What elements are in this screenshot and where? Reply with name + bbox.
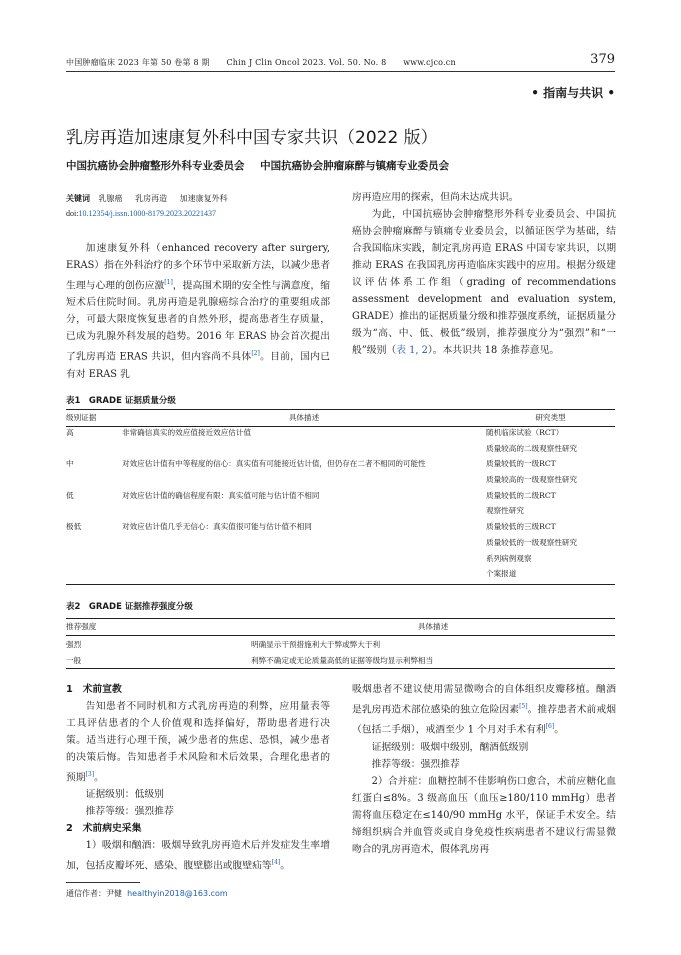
recommendation-level-2: 推荐等级：强烈推荐 (371, 758, 460, 770)
study-type-cell: 系列病例观察 (486, 553, 532, 563)
paragraph-smoking-cont: 吸烟患者不建议使用需显微吻合的自体组织皮瓣移植。酗酒是乳房再造术部位感染的独立危险因素[5]。推荐患者术前戒烟（包括二手烟），戒酒至少 1 个月对手术有利[6]。 (352, 684, 617, 736)
study-type-cell: 质量较高的一级观察性研究 (486, 475, 578, 485)
doi-label: doi: (66, 209, 79, 218)
website[interactable]: www.cjco.cn (403, 58, 456, 67)
recommendation-level-1: 推荐等级：强烈推荐 (85, 806, 174, 818)
study-type-cell: 质量较低的一级观察性研究 (486, 537, 578, 547)
table1-header-type: 研究类型 (486, 410, 615, 427)
grade-cell (66, 537, 122, 553)
description-cell (122, 537, 486, 553)
study-type-cell: 质量较低的二级RCT (486, 490, 556, 500)
description-cell (122, 568, 486, 584)
table-row (66, 427, 615, 443)
ref-3[interactable]: [3] (85, 771, 95, 778)
study-type-cell: 观察性研究 (486, 506, 524, 516)
description-cell (122, 443, 486, 459)
table2-recommendation-strength (66, 618, 615, 669)
author-list (66, 158, 461, 173)
grade-cell (66, 553, 122, 569)
study-type-cell: 个案报道 (486, 569, 517, 579)
study-type-cell: 随机临床试验（RCT） (486, 428, 564, 437)
corr-email[interactable]: healthyin2018@163.com (127, 889, 228, 898)
intro-paragraph-1: 加速康复外科（enhanced recovery after surgery, ERAS）指在外科治疗的多个环节中采取新方法，以减少患者生理与心理的创伤应激[1]，提高围术期的安全性与满意度，缩短术后住院时间。乳房再造是乳腺癌综合治疗的重要组成部分，可最大限度恢复患者的自然外形，提高患者生存质量，已成为乳腺外科发展的趋势。2016 年 ERAS 协会首次提出了乳房再造 ERAS 共识，但内容尚不具体[2]。目前，国内已有对 ERAS 乳 (66, 243, 331, 380)
ref-2[interactable]: [2] (251, 350, 260, 358)
grade-cell: 中 (66, 459, 74, 469)
keywords (66, 193, 238, 204)
doi-line (66, 209, 216, 218)
body-left-column (66, 681, 330, 875)
table-link[interactable]: 表 1, 2 (396, 345, 428, 356)
table2-header-desc: 具体描述 (251, 619, 615, 636)
header-rule (66, 71, 615, 72)
table1-header-desc: 具体描述 (122, 410, 486, 427)
author-2: 中国抗癌协会肿瘤麻醉与镇痛专业委员会 (260, 160, 450, 172)
study-type-cell: 质量较低的一级RCT (486, 459, 556, 469)
table1-caption: 表1 GRADE 证据质量分级 (66, 396, 176, 406)
page-number: 379 (590, 52, 615, 67)
evidence-level-1: 证据级别：低级别 (85, 789, 164, 801)
ref-1[interactable]: [1] (164, 279, 173, 286)
grade-cell (66, 505, 122, 521)
body-right-column (352, 681, 616, 858)
paragraph-smoking: 1）吸烟和酗酒：吸烟导致乳房再造术后并发症发生率增加，包括皮瓣坏死、感染、腹壁膨出或腹壁疝等[4]。 (66, 840, 330, 872)
description-cell (122, 505, 486, 521)
author-1: 中国抗癌协会肿瘤整形外科专业委员会 (66, 160, 245, 172)
description-cell: 对效应估计值有中等程度的信心：真实值有可能接近估计值，但仍存在二者不相同的可能性 (122, 459, 426, 469)
table1-grade-evidence (66, 409, 615, 585)
table-row (66, 505, 615, 521)
table-row (66, 458, 615, 474)
footnote-rule (66, 882, 140, 883)
keyword-3: 加速康复外科 (179, 194, 228, 203)
evidence-level-2: 证据级别：吸烟中级别，酗酒低级别 (371, 741, 529, 753)
ref-5[interactable]: [5] (519, 703, 528, 710)
article-title: 乳房再造加速康复外科中国专家共识（2022 版） (66, 128, 438, 148)
heading-history: 2 术前病史采集 (66, 823, 142, 835)
paragraph-comorbidity: 2）合并症：血糖控制不佳影响伤口愈合，术前应糖化血红蛋白≤8%。3 级高血压（血压≥180/110 mmHg）患者需将血压稳定在≤140/90 mmHg 水平，保证手术安全。结缔组织病合并血管炎或自身免疫性疾病患者不建议行需显微吻合的乳房再造术，假体乳房再 (352, 775, 616, 855)
keywords-label: 关键词 (66, 194, 90, 203)
description-cell (122, 474, 486, 490)
study-type-cell: 质量较低的三级RCT (486, 522, 556, 532)
table-row (66, 474, 615, 490)
grade-cell: 极低 (66, 522, 82, 532)
doi-link[interactable]: 10.12354/j.issn.1000-8179.2023.20221437 (78, 209, 217, 218)
heading-preop-education: 1 术前宣教 (66, 684, 122, 695)
strength-cell: 一般 (66, 655, 82, 665)
description-cell (122, 553, 486, 569)
grade-cell (66, 443, 122, 459)
description-cell: 利弊不确定或无论质量高低的证据等级均显示利弊相当 (251, 655, 434, 665)
grade-cell (66, 568, 122, 584)
description-cell: 对效应估计值的确信程度有限：真实值可能与估计值不相同 (122, 490, 320, 500)
ref-4[interactable]: [4] (271, 859, 281, 867)
description-cell: 非常确信真实的效应值接近效应估计值 (122, 428, 252, 437)
grade-cell: 高 (66, 428, 74, 437)
description-cell: 明确显示干预措施利大于弊或弊大于利 (251, 639, 381, 649)
corr-label: 通信作者：尹健 (66, 889, 122, 898)
journal-cn: 中国肿瘤临床 2023 年第 50 卷第 8 期 (66, 58, 210, 67)
keyword-2: 乳房再造 (135, 194, 168, 203)
ref-6[interactable]: [6] (545, 723, 555, 731)
table2-header-level: 推荐强度 (66, 619, 251, 636)
intro-left-column (66, 240, 330, 383)
grade-cell (66, 474, 122, 490)
table-row (66, 537, 615, 553)
table-row (66, 568, 615, 584)
corresponding-author (66, 888, 228, 899)
strength-cell: 强烈 (66, 639, 82, 649)
description-cell: 对效应估计值几乎无信心：真实值很可能与估计值不相同 (122, 522, 312, 532)
intro-right-column (352, 189, 616, 359)
table-row (66, 636, 615, 653)
journal-en: Chin J Clin Oncol 2023. Vol. 50. No. 8 (226, 58, 387, 67)
table-row (66, 443, 615, 459)
keyword-1: 乳腺癌 (98, 194, 123, 203)
table1-header-grade: 级别证据 (66, 410, 122, 427)
study-type-cell: 质量较高的二级观察性研究 (486, 443, 578, 453)
paragraph-preop-education: 告知患者不同时机和方式乳房再造的利弊，应用量表等工具评估患者的个人价值观和选择偏好，帮助患者进行决策。适当进行心理干预，减少患者的焦虑、恐惧，减少患者的决策后悔。告知患者手术风险和术后效果，合理化患者的预期[3]。 (66, 701, 330, 784)
grade-cell: 低 (66, 490, 74, 500)
intro-paragraph-2: 为此，中国抗癌协会肿瘤整形外科专业委员会、中国抗癌协会肿瘤麻醉与镇痛专业委员会，以循证医学为基础，结合我国临床实践，制定乳房再造 ERAS 中国专家共识，以期推动 ERAS 在我国乳房再造临床实践中的应用。根据分级建议评估体系工作组（grading of recommendations assessment development and evaluation system, GRADE）推出的证据质量分级和推荐强度系统，证据质量分级为“高、中、低、极低”级别，推荐强度分为“强烈”和“一般”级别（表 1, 2）。本共识共 18 条推荐意见。 (352, 209, 616, 356)
table-row (66, 490, 615, 506)
section-label: • 指南与共识 • (531, 86, 615, 100)
intro-paragraph-continued: 房再造应用的探索，但尚未达成共识。 (352, 192, 519, 203)
table2-caption: 表2 GRADE 证据推荐强度分级 (66, 602, 193, 612)
running-header (66, 57, 470, 68)
table-row (66, 553, 615, 569)
table-row (66, 652, 615, 669)
table-row (66, 521, 615, 537)
